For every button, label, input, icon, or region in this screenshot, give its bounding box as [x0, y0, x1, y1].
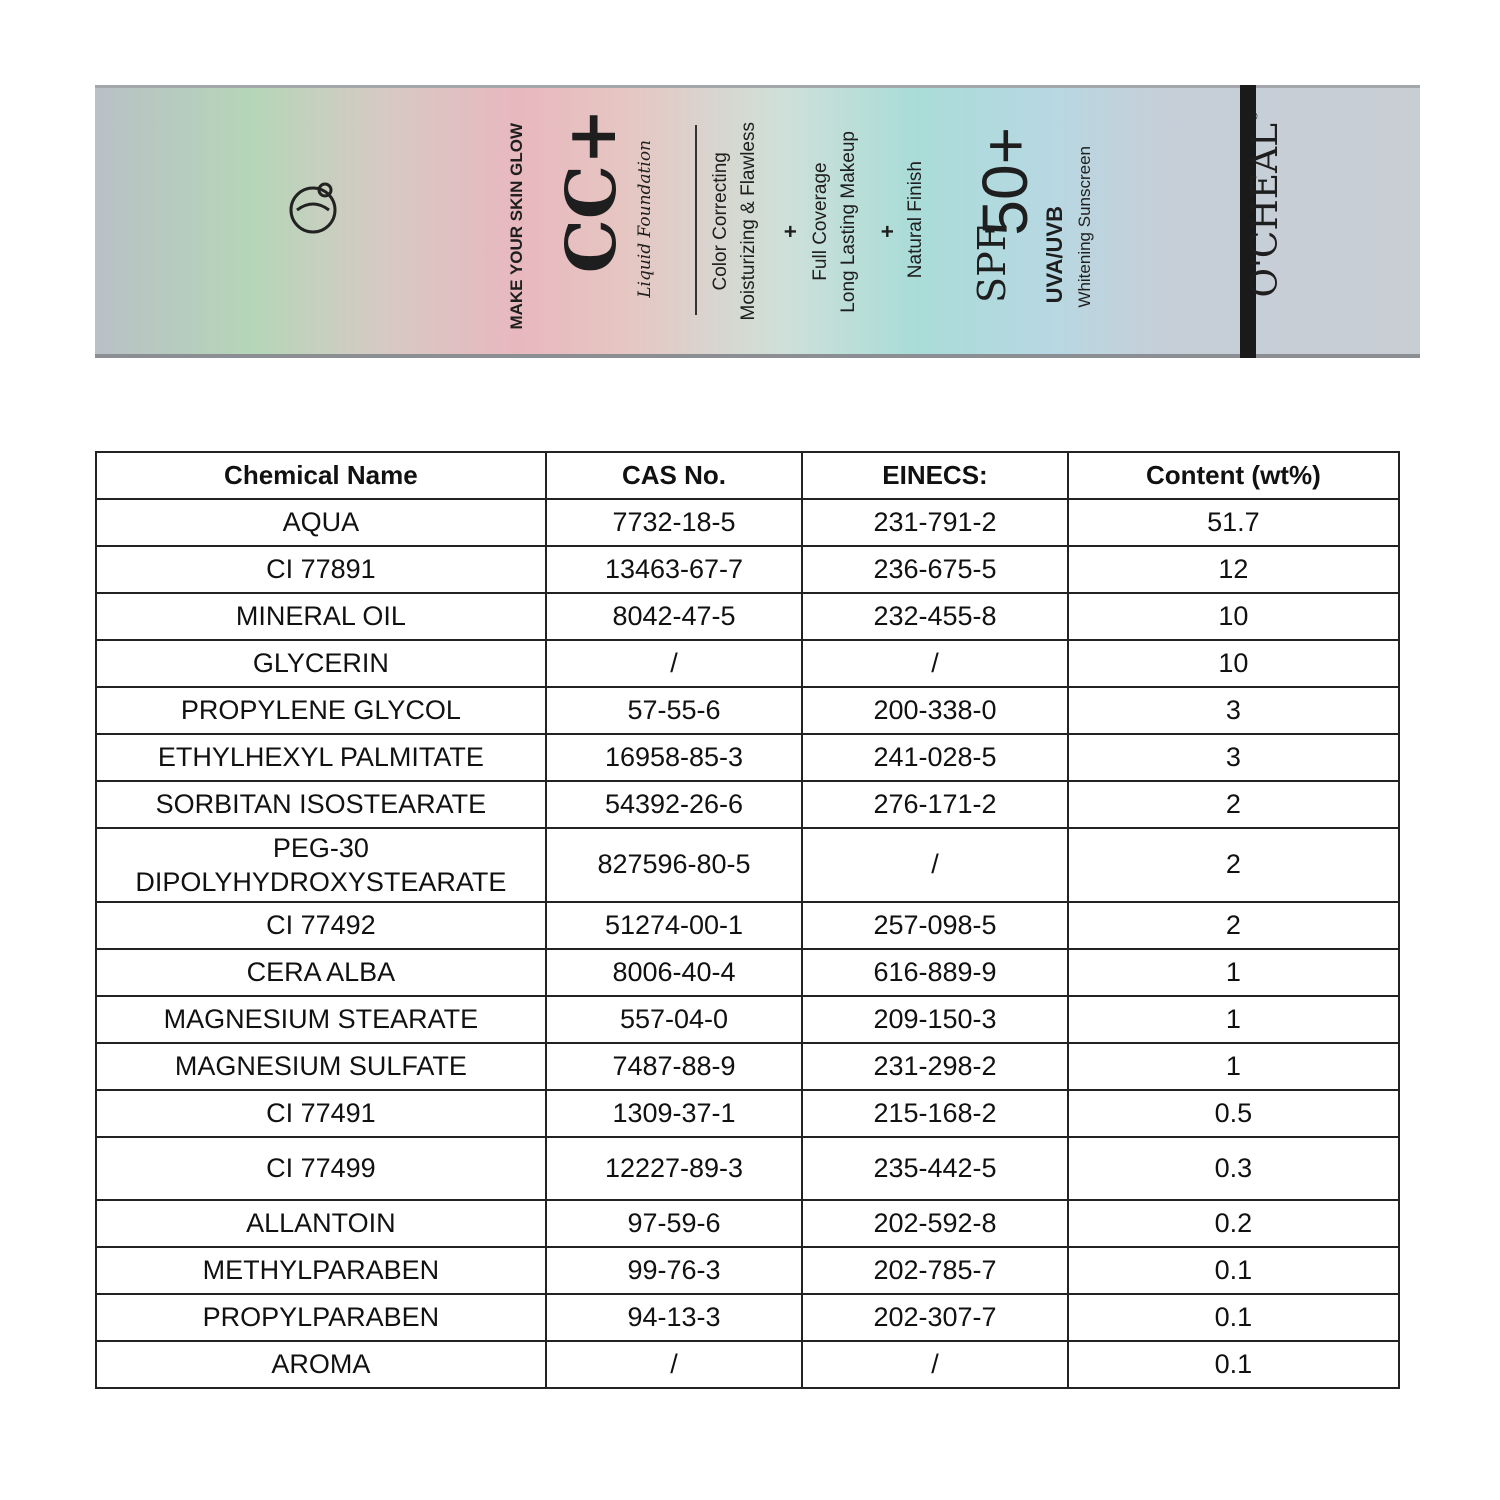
spf-value: 50+ — [969, 127, 1041, 236]
cell-cas-no: 1309-37-1 — [546, 1090, 802, 1137]
cell-cas-no: 7487-88-9 — [546, 1043, 802, 1090]
spf-label: SPF — [970, 225, 1014, 303]
table-row — [96, 1043, 1399, 1090]
cell-content: 0.5 — [1068, 1090, 1399, 1137]
cell-cas-no: 8006-40-4 — [546, 949, 802, 996]
cell-cas-no: 99-76-3 — [546, 1247, 802, 1294]
cell-content: 1 — [1068, 949, 1399, 996]
table-row — [96, 902, 1399, 949]
table-row — [96, 687, 1399, 734]
header-chemical-name: Chemical Name — [96, 452, 546, 499]
header-einecs: EINECS: — [802, 452, 1067, 499]
cell-einecs: 202-785-7 — [802, 1247, 1067, 1294]
cell-einecs: 236-675-5 — [802, 546, 1067, 593]
plus-sign: + — [875, 225, 900, 238]
cell-cas-no: 7732-18-5 — [546, 499, 802, 546]
cell-cas-no: 51274-00-1 — [546, 902, 802, 949]
cell-content: 10 — [1068, 593, 1399, 640]
cell-cas-no: 94-13-3 — [546, 1294, 802, 1341]
plus-sign: + — [778, 225, 803, 238]
cell-chemical-name: MINERAL OIL — [96, 593, 546, 640]
table-row — [96, 1341, 1399, 1388]
cell-content: 12 — [1068, 546, 1399, 593]
cell-einecs: / — [802, 640, 1067, 687]
cell-chemical-name: PROPYLPARABEN — [96, 1294, 546, 1341]
table-row — [96, 781, 1399, 828]
cell-content: 2 — [1068, 828, 1399, 902]
sunscreen-label: Whitening Sunscreen — [1075, 146, 1094, 308]
cell-content: 0.1 — [1068, 1247, 1399, 1294]
cell-einecs: 200-338-0 — [802, 687, 1067, 734]
feature-1-line-2: Moisturizing & Flawless — [738, 121, 759, 320]
cell-chemical-name: CI 77499 — [96, 1137, 546, 1200]
product-box-image — [95, 85, 1420, 358]
uva-uvb: UVA/UVB — [1042, 205, 1067, 303]
cell-cas-no: / — [546, 640, 802, 687]
cell-einecs: 202-307-7 — [802, 1294, 1067, 1341]
table-row — [96, 949, 1399, 996]
table-row — [96, 499, 1399, 546]
table-row — [96, 1137, 1399, 1200]
cell-chemical-name: CI 77491 — [96, 1090, 546, 1137]
cell-einecs: 241-028-5 — [802, 734, 1067, 781]
cell-chemical-name: AQUA — [96, 499, 546, 546]
cell-content: 10 — [1068, 640, 1399, 687]
feature-2-line-2: Long Lasting Makeup — [838, 131, 859, 313]
cell-chemical-name: METHYLPARABEN — [96, 1247, 546, 1294]
table-row — [96, 640, 1399, 687]
feature-1 — [707, 122, 763, 321]
cell-chemical-name: PROPYLENE GLYCOL — [96, 687, 546, 734]
cell-content: 1 — [1068, 1043, 1399, 1090]
cell-content: 0.1 — [1068, 1341, 1399, 1388]
feature-1-line-1: Color Correcting — [710, 151, 731, 290]
table-row — [96, 546, 1399, 593]
cell-einecs: 616-889-9 — [802, 949, 1067, 996]
brand-name — [1245, 109, 1286, 298]
cell-cas-no: / — [546, 1341, 802, 1388]
product-name: CC+ — [552, 107, 632, 273]
registered-mark: ® — [1246, 109, 1260, 124]
cell-content: 1 — [1068, 996, 1399, 1043]
table-row — [96, 1247, 1399, 1294]
table-header-row — [96, 452, 1399, 499]
cell-chemical-name: CERA ALBA — [96, 949, 546, 996]
cell-einecs: / — [802, 828, 1067, 902]
cell-cas-no: 557-04-0 — [546, 996, 802, 1043]
cell-einecs: 235-442-5 — [802, 1137, 1067, 1200]
cell-einecs: 215-168-2 — [802, 1090, 1067, 1137]
cell-chemical-name: MAGNESIUM SULFATE — [96, 1043, 546, 1090]
ingredients-table — [95, 451, 1400, 1389]
feature-3: Natural Finish — [905, 160, 926, 278]
cell-chemical-name: ETHYLHEXYL PALMITATE — [96, 734, 546, 781]
cell-content: 0.3 — [1068, 1137, 1399, 1200]
cell-cas-no: 97-59-6 — [546, 1200, 802, 1247]
cell-chemical-name: ALLANTOIN — [96, 1200, 546, 1247]
cell-chemical-name: CI 77891 — [96, 546, 546, 593]
cell-content: 3 — [1068, 687, 1399, 734]
table-row — [96, 734, 1399, 781]
cell-content: 0.2 — [1068, 1200, 1399, 1247]
header-content: Content (wt%) — [1068, 452, 1399, 499]
cell-einecs: 276-171-2 — [802, 781, 1067, 828]
cell-einecs: 202-592-8 — [802, 1200, 1067, 1247]
cell-einecs: 209-150-3 — [802, 996, 1067, 1043]
header-cas-no: CAS No. — [546, 452, 802, 499]
table-row — [96, 1294, 1399, 1341]
cell-content: 2 — [1068, 781, 1399, 828]
cell-cas-no: 16958-85-3 — [546, 734, 802, 781]
table-row — [96, 828, 1399, 902]
cell-chemical-name: AROMA — [96, 1341, 546, 1388]
table-row — [96, 1090, 1399, 1137]
cell-content: 0.1 — [1068, 1294, 1399, 1341]
cell-einecs: 232-455-8 — [802, 593, 1067, 640]
table-row — [96, 996, 1399, 1043]
cell-content: 3 — [1068, 734, 1399, 781]
table-row — [96, 593, 1399, 640]
cell-content: 2 — [1068, 902, 1399, 949]
brand-text: O'CHEAL — [1245, 123, 1286, 298]
cell-cas-no: 8042-47-5 — [546, 593, 802, 640]
table-row — [96, 1200, 1399, 1247]
cell-chemical-name: CI 77492 — [96, 902, 546, 949]
divider — [695, 125, 697, 315]
tagline: MAKE YOUR SKIN GLOW — [507, 123, 526, 330]
cell-einecs: / — [802, 1341, 1067, 1388]
cell-chemical-name: PEG-30 DIPOLYHYDROXYSTEARATE — [96, 828, 546, 902]
cell-chemical-name: GLYCERIN — [96, 640, 546, 687]
cell-einecs: 231-298-2 — [802, 1043, 1067, 1090]
feature-2 — [807, 131, 863, 313]
subtitle: Liquid Foundation — [635, 140, 655, 298]
cell-chemical-name: MAGNESIUM STEARATE — [96, 996, 546, 1043]
brand-logo-icon — [285, 180, 341, 236]
cell-cas-no: 54392-26-6 — [546, 781, 802, 828]
cell-einecs: 231-791-2 — [802, 499, 1067, 546]
cell-cas-no: 13463-67-7 — [546, 546, 802, 593]
cell-content: 51.7 — [1068, 499, 1399, 546]
cell-cas-no: 12227-89-3 — [546, 1137, 802, 1200]
cell-einecs: 257-098-5 — [802, 902, 1067, 949]
cell-chemical-name: SORBITAN ISOSTEARATE — [96, 781, 546, 828]
cell-cas-no: 57-55-6 — [546, 687, 802, 734]
cell-cas-no: 827596-80-5 — [546, 828, 802, 902]
feature-2-line-1: Full Coverage — [810, 163, 831, 282]
